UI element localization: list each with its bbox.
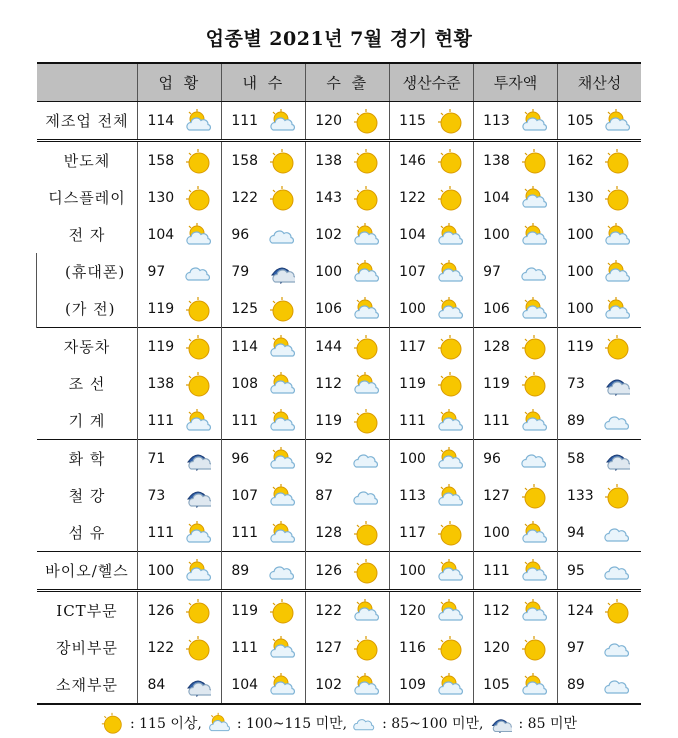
sunny-icon (185, 365, 222, 402)
sunny-icon (269, 141, 306, 180)
rainy-icon (185, 477, 222, 514)
value-cell: 111 (222, 402, 269, 440)
value-cell: 92 (306, 440, 353, 478)
value-cell: 105 (557, 102, 604, 141)
row-label: 철 강 (68, 487, 106, 505)
value-cell: 100 (390, 290, 437, 328)
partly-sunny-icon (185, 552, 222, 591)
row-label: 섬 유 (68, 524, 106, 542)
partly-sunny-icon (353, 253, 390, 290)
page-title: 업종별 2021년 7월 경기 현황 (205, 28, 473, 50)
value-cell: 94 (557, 514, 604, 552)
partly-sunny-icon (353, 290, 390, 328)
partly-sunny-icon (437, 552, 474, 591)
cloudy-icon (604, 402, 641, 440)
table-row (37, 253, 642, 290)
table-row (37, 290, 642, 328)
sunny-icon (353, 552, 390, 591)
sunny-icon (521, 365, 558, 402)
table-row (37, 141, 642, 180)
partly-sunny-icon (208, 712, 234, 734)
partly-sunny-icon (269, 102, 306, 141)
row-label: 화 학 (37, 440, 138, 478)
value-cell: 143 (306, 179, 353, 216)
partly-sunny-icon (521, 552, 558, 591)
value-cell: 111 (474, 552, 521, 591)
cloudy-icon (269, 552, 306, 591)
partly-sunny-icon (353, 666, 390, 704)
table-row (37, 629, 642, 666)
value-cell: 104 (390, 216, 437, 253)
value-cell: 119 (557, 328, 604, 366)
cloudy-icon (521, 440, 558, 478)
value-cell: 87 (306, 477, 353, 514)
value-cell: 89 (557, 402, 604, 440)
value-cell: 96 (222, 440, 269, 478)
row-label: 제조업 전체 (37, 102, 138, 141)
legend-item (101, 712, 202, 734)
partly-sunny-icon (437, 290, 474, 328)
row-label: 전 자 (68, 226, 106, 244)
rainy-icon (604, 365, 641, 402)
sunny-icon (269, 591, 306, 630)
rainy-icon (604, 440, 641, 478)
legend-text: : 85 미만 (518, 716, 577, 732)
sunny-icon (604, 179, 641, 216)
value-cell: 113 (390, 477, 437, 514)
partly-sunny-icon (185, 216, 222, 253)
value-cell: 73 (138, 477, 185, 514)
value-cell: 127 (306, 629, 353, 666)
legend-text: : 115 이상, (129, 716, 202, 732)
value-cell: 122 (306, 591, 353, 630)
sunny-icon (604, 141, 641, 180)
value-cell: 97 (474, 253, 521, 290)
partly-sunny-icon (521, 179, 558, 216)
cloudy-icon (604, 514, 641, 552)
value-cell: 128 (474, 328, 521, 366)
table-row (37, 477, 642, 514)
value-cell: 100 (557, 290, 604, 328)
partly-sunny-icon (353, 216, 390, 253)
value-cell: 102 (306, 666, 353, 704)
sunny-icon (185, 591, 222, 630)
table-row (37, 591, 642, 630)
value-cell: 119 (474, 365, 521, 402)
legend-item (353, 712, 483, 734)
sunny-icon (185, 141, 222, 180)
sunny-icon (353, 179, 390, 216)
cloudy-icon (604, 552, 641, 591)
value-cell: 127 (474, 477, 521, 514)
partly-sunny-icon (437, 216, 474, 253)
value-cell: 111 (222, 629, 269, 666)
partly-sunny-icon (437, 591, 474, 630)
row-label: 장비부문 (55, 639, 118, 657)
value-cell: 113 (474, 102, 521, 141)
value-cell: 112 (474, 591, 521, 630)
sunny-icon (521, 328, 558, 366)
partly-sunny-icon (269, 666, 306, 704)
partly-sunny-icon (269, 477, 306, 514)
sunny-icon (353, 102, 390, 141)
value-cell: 84 (138, 666, 185, 704)
value-cell: 95 (557, 552, 604, 591)
value-cell: 111 (222, 102, 269, 141)
value-cell: 119 (138, 328, 185, 366)
sunny-icon (185, 629, 222, 666)
value-cell: 122 (138, 629, 185, 666)
cloudy-icon (604, 666, 641, 704)
value-cell: 97 (138, 253, 185, 290)
value-cell: 109 (390, 666, 437, 704)
value-cell: 138 (474, 141, 521, 180)
row-label: 디스플레이 (48, 189, 126, 207)
value-cell: 100 (474, 514, 521, 552)
value-cell: 100 (557, 253, 604, 290)
cloudy-icon (521, 253, 558, 290)
table-row (37, 440, 642, 478)
table-row (37, 402, 642, 440)
table-row (37, 666, 642, 704)
value-cell: 71 (138, 440, 185, 478)
value-cell: 100 (390, 440, 437, 478)
value-cell: 107 (390, 253, 437, 290)
partly-sunny-icon (521, 216, 558, 253)
partly-sunny-icon (604, 253, 641, 290)
value-cell: 114 (222, 328, 269, 366)
value-cell: 111 (222, 514, 269, 552)
sunny-icon (437, 328, 474, 366)
partly-sunny-icon (521, 290, 558, 328)
row-label: 자동차 (37, 328, 138, 366)
row-label: ICT부문 (37, 591, 138, 630)
value-cell: 116 (390, 629, 437, 666)
partly-sunny-icon (185, 402, 222, 440)
value-cell: 124 (557, 591, 604, 630)
sunny-icon (185, 328, 222, 366)
sunny-icon (353, 402, 390, 440)
value-cell: 107 (222, 477, 269, 514)
row-label (37, 290, 138, 328)
sunny-icon (353, 328, 390, 366)
row-label: 바이오/헬스 (37, 552, 138, 591)
value-cell: 114 (138, 102, 185, 141)
value-cell: 108 (222, 365, 269, 402)
partly-sunny-icon (185, 514, 222, 552)
value-cell: 125 (222, 290, 269, 328)
sunny-icon (353, 141, 390, 180)
value-cell: 144 (306, 328, 353, 366)
partly-sunny-icon (521, 402, 558, 440)
value-cell: 115 (390, 102, 437, 141)
value-cell: 162 (557, 141, 604, 180)
partly-sunny-icon (437, 666, 474, 704)
sunny-icon (437, 102, 474, 141)
value-cell: 122 (222, 179, 269, 216)
sunny-icon (185, 179, 222, 216)
partly-sunny-icon (269, 328, 306, 366)
row-label: 기 계 (68, 412, 106, 430)
value-cell: 126 (306, 552, 353, 591)
value-cell: 100 (306, 253, 353, 290)
value-cell: 133 (557, 477, 604, 514)
row-label-text: (휴대폰) (65, 263, 126, 281)
table-row (37, 216, 642, 253)
header-cell: 내 수 (222, 63, 306, 102)
table-row (37, 328, 642, 366)
cloudy-icon (185, 253, 222, 290)
value-cell: 111 (138, 402, 185, 440)
header-cell: 채산성 (557, 63, 641, 102)
partly-sunny-icon (604, 102, 641, 141)
value-cell: 100 (390, 552, 437, 591)
partly-sunny-icon (437, 402, 474, 440)
rainy-icon (269, 253, 306, 290)
value-cell: 89 (557, 666, 604, 704)
value-cell: 117 (390, 514, 437, 552)
sunny-icon (437, 179, 474, 216)
rainy-icon (185, 440, 222, 478)
table-row (37, 179, 642, 216)
partly-sunny-icon (269, 365, 306, 402)
row-label: 조 선 (68, 375, 106, 393)
partly-sunny-icon (269, 440, 306, 478)
sunny-icon (353, 629, 390, 666)
value-cell: 130 (138, 179, 185, 216)
value-cell: 138 (138, 365, 185, 402)
value-cell: 126 (138, 591, 185, 630)
value-cell: 138 (306, 141, 353, 180)
value-cell: 96 (222, 216, 269, 253)
partly-sunny-icon (353, 591, 390, 630)
partly-sunny-icon (521, 102, 558, 141)
value-cell: 119 (138, 290, 185, 328)
header-cell: 투자액 (474, 63, 558, 102)
value-cell: 100 (138, 552, 185, 591)
legend-text: : 100~115 미만, (236, 716, 348, 732)
cloudy-icon (353, 712, 379, 734)
sunny-icon (604, 328, 641, 366)
cloudy-icon (604, 629, 641, 666)
sunny-icon (521, 477, 558, 514)
partly-sunny-icon (521, 514, 558, 552)
value-cell: 120 (306, 102, 353, 141)
value-cell: 120 (474, 629, 521, 666)
value-cell: 106 (306, 290, 353, 328)
value-cell: 119 (222, 591, 269, 630)
sunny-icon (604, 477, 641, 514)
value-cell: 79 (222, 253, 269, 290)
table-row (37, 365, 642, 402)
legend (0, 712, 678, 738)
cloudy-icon (269, 216, 306, 253)
value-cell: 102 (306, 216, 353, 253)
header-cell: 업 황 (138, 63, 222, 102)
value-cell: 111 (474, 402, 521, 440)
sunny-icon (521, 141, 558, 180)
row-label-text: (가 전) (65, 300, 116, 318)
value-cell: 119 (306, 402, 353, 440)
partly-sunny-icon (353, 365, 390, 402)
value-cell: 104 (138, 216, 185, 253)
sunny-icon (437, 629, 474, 666)
value-cell: 58 (557, 440, 604, 478)
header-corner (37, 63, 138, 102)
table-row (37, 102, 642, 141)
row-label (37, 253, 138, 290)
value-cell: 111 (390, 402, 437, 440)
value-cell: 117 (390, 328, 437, 366)
rainy-icon (185, 666, 222, 704)
value-cell: 120 (390, 591, 437, 630)
partly-sunny-icon (185, 102, 222, 141)
header-row (37, 63, 642, 102)
value-cell: 158 (138, 141, 185, 180)
sunny-icon (604, 591, 641, 630)
partly-sunny-icon (269, 514, 306, 552)
value-cell: 130 (557, 179, 604, 216)
value-cell: 112 (306, 365, 353, 402)
legend-text: : 85~100 미만, (382, 716, 484, 732)
value-cell: 89 (222, 552, 269, 591)
row-label: 반도체 (37, 141, 138, 180)
rainy-icon (490, 712, 516, 734)
row-label: 소재부문 (37, 666, 138, 704)
sunny-icon (437, 141, 474, 180)
value-cell: 73 (557, 365, 604, 402)
sunny-icon (101, 712, 127, 734)
table-row (37, 514, 642, 552)
sunny-icon (269, 179, 306, 216)
sunny-icon (269, 290, 306, 328)
sunny-icon (437, 514, 474, 552)
value-cell: 128 (306, 514, 353, 552)
partly-sunny-icon (521, 666, 558, 704)
sunny-icon (353, 514, 390, 552)
header-cell: 수 출 (306, 63, 390, 102)
value-cell: 105 (474, 666, 521, 704)
sunny-icon (437, 365, 474, 402)
cloudy-icon (353, 440, 390, 478)
value-cell: 119 (390, 365, 437, 402)
value-cell: 100 (557, 216, 604, 253)
cloudy-icon (353, 477, 390, 514)
partly-sunny-icon (269, 629, 306, 666)
partly-sunny-icon (604, 216, 641, 253)
value-cell: 97 (557, 629, 604, 666)
table-row (37, 552, 642, 591)
value-cell: 100 (474, 216, 521, 253)
sunny-icon (521, 629, 558, 666)
value-cell: 111 (138, 514, 185, 552)
industry-table (36, 62, 641, 705)
value-cell: 122 (390, 179, 437, 216)
value-cell: 104 (222, 666, 269, 704)
legend-item (490, 712, 577, 734)
value-cell: 106 (474, 290, 521, 328)
value-cell: 158 (222, 141, 269, 180)
sunny-icon (185, 290, 222, 328)
value-cell: 146 (390, 141, 437, 180)
partly-sunny-icon (521, 591, 558, 630)
partly-sunny-icon (437, 253, 474, 290)
partly-sunny-icon (604, 290, 641, 328)
value-cell: 96 (474, 440, 521, 478)
legend-item (208, 712, 347, 734)
header-cell: 생산수준 (390, 63, 474, 102)
value-cell: 104 (474, 179, 521, 216)
partly-sunny-icon (437, 440, 474, 478)
partly-sunny-icon (437, 477, 474, 514)
partly-sunny-icon (269, 402, 306, 440)
